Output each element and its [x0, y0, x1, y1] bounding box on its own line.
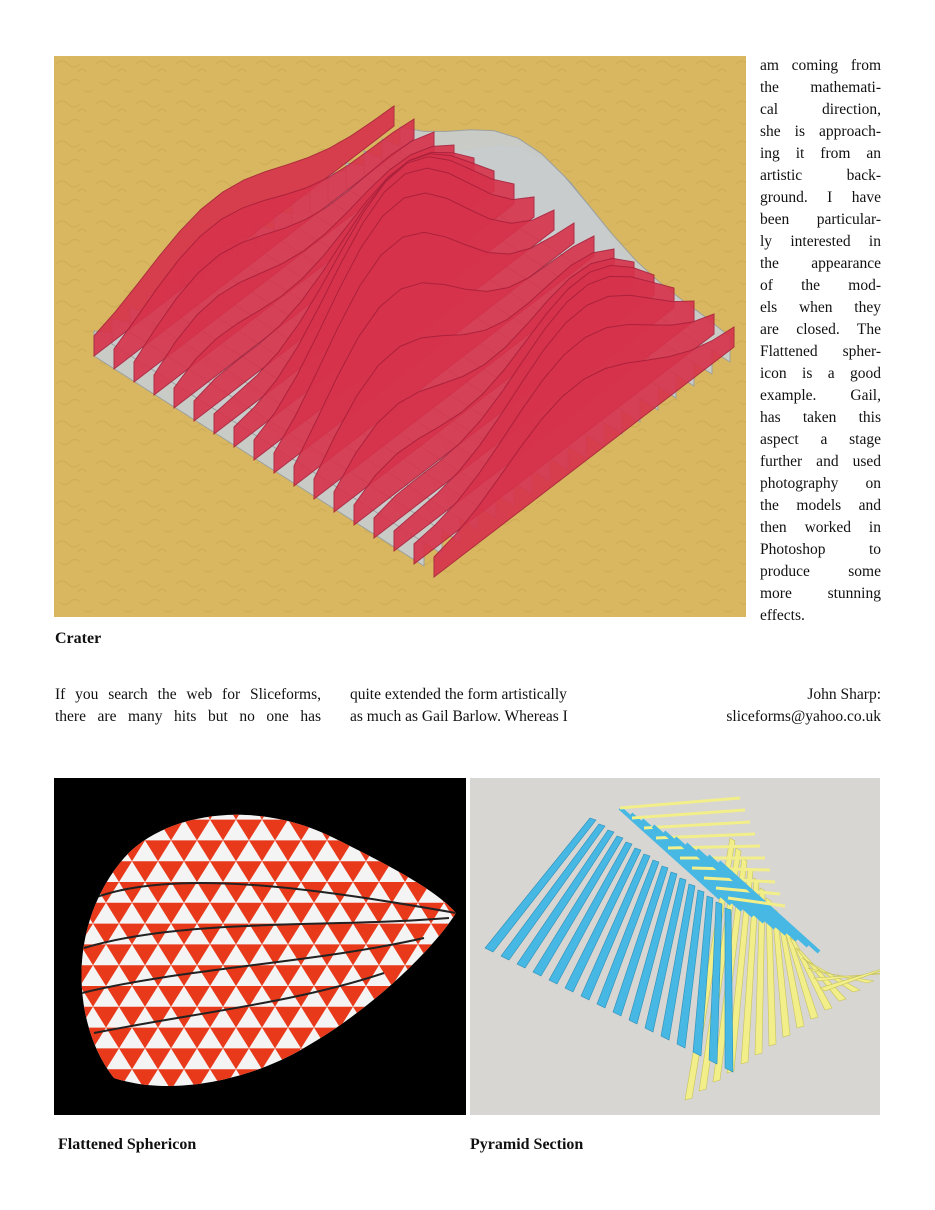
text-line: more stunning [760, 585, 881, 602]
caption-pyramid-section: Pyramid Section [470, 1136, 584, 1153]
author-name: John Sharp: [807, 686, 881, 703]
text-line: the appearance [760, 255, 881, 272]
caption-flattened-sphericon: Flattened Sphericon [58, 1136, 197, 1153]
text-line: am coming from [760, 57, 881, 74]
text-line: aspect a stage [760, 431, 881, 448]
text-line: example. Gail, [760, 387, 881, 404]
text-line: effects. [760, 607, 805, 624]
text-line: icon is a good [760, 365, 881, 382]
text-line: quite extended the form artistically [350, 686, 567, 703]
text-line: been particular- [760, 211, 881, 228]
text-line: of the mod- [760, 277, 881, 294]
author-contact [690, 684, 881, 728]
text-line: ing it from an [760, 145, 881, 162]
text-line: further and used [760, 453, 881, 470]
author-email: sliceforms@yahoo.co.uk [726, 708, 881, 725]
text-line: cal direction, [760, 101, 881, 118]
text-line: ground. I have [760, 189, 881, 206]
text-line: she is approach- [760, 123, 881, 140]
text-line: artistic back- [760, 167, 881, 184]
text-line: the models and [760, 497, 881, 514]
side-column-text [760, 55, 881, 627]
text-line: produce some [760, 563, 881, 580]
text-line: If you search the web for Sliceforms, [55, 686, 321, 703]
text-line: then worked in [760, 519, 881, 536]
text-line: the mathemati- [760, 79, 881, 96]
crater-illustration [54, 56, 746, 617]
text-line: els when they [760, 299, 881, 316]
crater-photo [54, 56, 746, 617]
sphericon-illustration [54, 778, 466, 1115]
text-column-2 [350, 684, 612, 728]
text-line: has taken this [760, 409, 881, 426]
text-line: ly interested in [760, 233, 881, 250]
flattened-sphericon-photo [54, 778, 466, 1115]
text-line: as much as Gail Barlow. Whereas I [350, 708, 568, 725]
text-line: photography on [760, 475, 881, 492]
text-line: there are many hits but no one has [55, 708, 321, 725]
pyramid-illustration [470, 778, 880, 1115]
text-line: Photoshop to [760, 541, 881, 558]
caption-crater: Crater [55, 630, 102, 647]
text-line: Flattened spher- [760, 343, 881, 360]
text-column-1 [55, 684, 321, 728]
pyramid-section-photo [470, 778, 880, 1115]
text-line: are closed. The [760, 321, 881, 338]
